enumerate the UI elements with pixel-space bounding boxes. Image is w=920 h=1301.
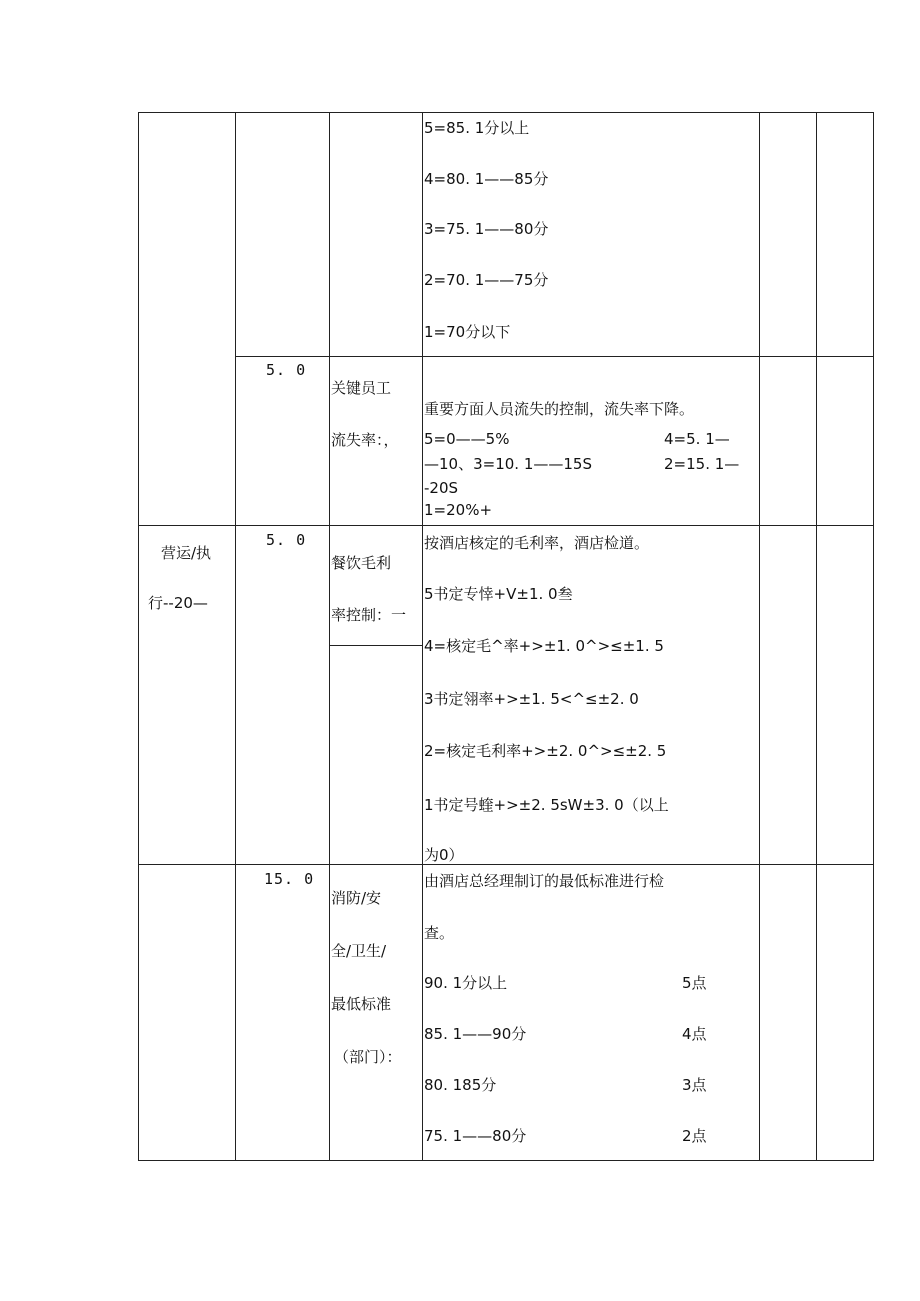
criteria-line: 4=5. 1— (664, 430, 730, 448)
criteria-line: 90. 1分以上 (424, 974, 508, 992)
criteria-points: 3点 (682, 1076, 707, 1094)
criteria-line: 重要方面人员流失的控制，流失率下降。 (424, 400, 695, 418)
item-name-line: 流失率：， (331, 431, 399, 449)
criteria-line: -20S (424, 479, 459, 497)
criteria-line: —10、3=10. 1——15S (424, 455, 592, 473)
criteria-line: 按酒店核定的毛利率，酒店检道。 (424, 534, 650, 552)
criteria-points: 2点 (682, 1127, 707, 1145)
table-border-top (138, 112, 874, 113)
column-divider-5 (816, 112, 817, 1161)
criteria-line: 1书定号蝰+>±2. 5sW±3. 0（以上 (424, 796, 669, 814)
criteria-points: 5点 (682, 974, 707, 992)
criteria-line: 2=核定毛利率+>±2. 0^>≤±2. 5 (424, 742, 667, 760)
item-name-line: 最低标准 (331, 995, 392, 1013)
table-border-left (138, 112, 139, 1161)
criteria-line: 1=70分以下 (424, 323, 511, 341)
criteria-line: 5书定专悻+V±1. 0叁 (424, 585, 573, 603)
weight-value: 15. 0 (264, 870, 315, 888)
criteria-line: 查。 (424, 924, 455, 942)
item-name-line: 全/卫生/ (331, 942, 387, 960)
column-divider-4 (759, 112, 760, 1161)
criteria-line: 80. 185分 (424, 1076, 497, 1094)
criteria-line: 5=85. 1分以上 (424, 119, 530, 137)
criteria-line: 2=70. 1——75分 (424, 271, 549, 289)
item-name-line: （部门）： (334, 1048, 402, 1066)
item-name-line: 餐饮毛利 (331, 554, 392, 572)
criteria-line: 3书定翎率+>±1. 5<^≤±2. 0 (424, 690, 639, 708)
row-divider-3 (138, 864, 874, 865)
criteria-line: 4=80. 1——85分 (424, 170, 549, 188)
criteria-line: 5=0——5% (424, 430, 510, 448)
row-divider-2 (138, 525, 874, 526)
item-name-line: 率控制：一 (331, 606, 407, 624)
column-divider-2 (329, 112, 330, 1161)
criteria-line: 为0） (424, 846, 464, 864)
row-divider-1 (235, 356, 874, 357)
column-divider-1 (235, 112, 236, 1161)
category-line: 行--20— (148, 594, 208, 612)
criteria-line: 由酒店总经理制订的最低标准进行检 (424, 872, 665, 890)
criteria-line: 2=15. 1— (664, 455, 740, 473)
criteria-points: 4点 (682, 1025, 707, 1043)
criteria-line: 4=核定毛^率+>±1. 0^>≤±1. 5 (424, 637, 664, 655)
item-sub-divider (329, 645, 422, 646)
criteria-line: 3=75. 1——80分 (424, 220, 549, 238)
column-divider-3 (422, 112, 423, 1161)
category-line: 营运/执 (161, 544, 212, 562)
weight-value: 5. 0 (266, 361, 307, 379)
criteria-line: 1=20%+ (424, 501, 493, 519)
weight-value: 5. 0 (266, 531, 307, 549)
item-name-line: 消防/安 (331, 889, 382, 907)
criteria-line: 85. 1——90分 (424, 1025, 527, 1043)
table-border-right (873, 112, 874, 1161)
criteria-line: 75. 1——80分 (424, 1127, 527, 1145)
item-name-line: 关键员工 (331, 379, 392, 397)
table-border-bottom (138, 1160, 874, 1161)
